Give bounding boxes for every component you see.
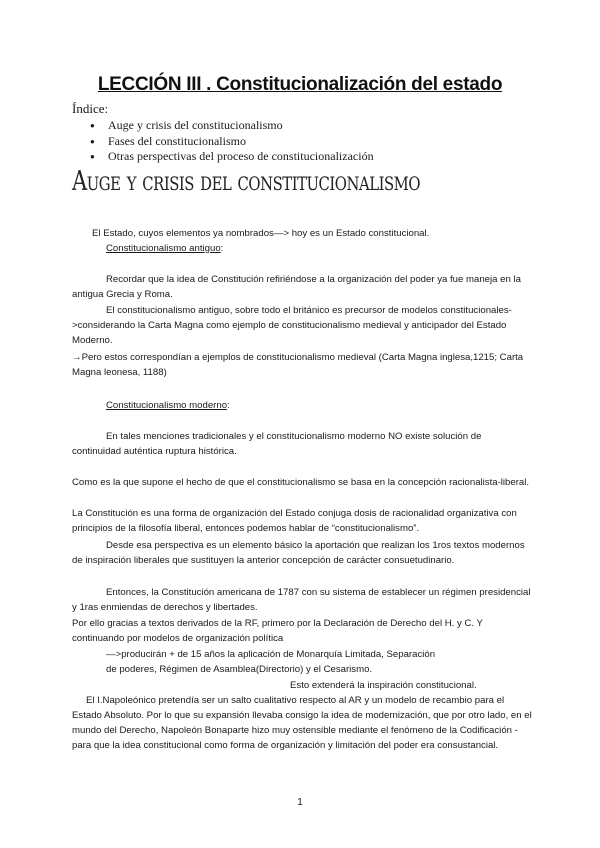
paragraph-intro	[92, 226, 552, 241]
paragraph: Como es la que supone el hecho de que el constitucionalismo se basa en la concepción racionalista-liberal.	[72, 477, 530, 488]
index-list	[72, 118, 374, 165]
paragraph-block	[72, 506, 532, 536]
lesson-title: LECCIÓN III . Constitucionalización del estado	[97, 74, 503, 95]
section-heading: Auge y crisis del constitucionalismo	[72, 166, 421, 197]
paragraph: La Constitución es una forma de organización del Estado conjuga dosis de racionalidad organizativa con principios de la filosofía liberal, entonces podemos hablar de “constitucionalismo”.	[72, 508, 517, 534]
paragraph-block	[72, 475, 532, 490]
paragraph-block	[72, 616, 532, 646]
paragraph-block	[106, 647, 436, 677]
paragraph: El I.Napoleónico pretendía ser un salto cualitativo respecto al AR y un modelo de recambio para el Estado Absoluto. Por lo que su expansión llevaba consigo la idea de modernización, que por otro lado, en el mundo del Derecho, Napoleón Bonaparte hizo muy ostensible mediante el fenómeno de la Codificación - para que la idea constitucional como forma de organización y limitación del poder era consustancial.	[72, 695, 532, 751]
subheading-colon: :	[227, 400, 230, 411]
paragraph-block	[72, 350, 532, 380]
paragraph: El constitucionalismo antiguo, sobre todo el británico es precursor de modelos constitucionales->considerando la Carta Magna como ejemplo de constitucionalismo medieval y anticipador del Estado Moderno.	[72, 305, 512, 346]
paragraph-block	[72, 585, 532, 615]
paragraph-block	[72, 538, 532, 568]
paragraph-block	[72, 303, 532, 348]
paragraph: En tales menciones tradicionales y el constitucionalismo moderno NO existe solución de continuidad auténtica ruptura histórica.	[72, 431, 482, 457]
paragraph: Por ello gracias a textos derivados de la RF, primero por la Declaración de Derecho del H. y C. Y continuando por modelos de organización política	[72, 618, 483, 644]
subheading-moderno: Constitucionalismo moderno	[106, 400, 228, 411]
heading-moderno	[106, 398, 566, 413]
page-number: 1	[297, 797, 303, 808]
index-item: ● Auge y crisis del constitucionalismo	[72, 118, 374, 134]
index-label: Índice:	[72, 101, 109, 116]
paragraph-block	[72, 429, 532, 459]
paragraph-block	[72, 693, 532, 753]
paragraph: →Pero estos correspondían a ejemplos de constitucionalismo medieval (Carta Magna inglesa,1215; Carta Magna leonesa, 1188)	[72, 352, 524, 378]
paragraph: El Estado, cuyos elementos ya nombrados—> hoy es un Estado constitucional.	[92, 228, 430, 239]
paragraph: Recordar que la idea de Constitución refiriéndose a la organización del poder ya fue maneja en la antigua Grecia y Roma.	[72, 274, 521, 300]
index-item: ● Fases del constitucionalismo	[72, 134, 374, 150]
paragraph: Desde esa perspectiva es un elemento básico la aportación que realizan los 1ros textos modernos de inspiración liberales que sustituyen la anterior concepción de carácter consuetudinario.	[72, 540, 525, 566]
subheading-colon: :	[220, 243, 224, 254]
paragraph: Entonces, la Constitución americana de 1787 con su sistema de establecer un régimen presidencial y 1ras enmiendas de derechos y libertades.	[72, 587, 531, 613]
paragraph-block	[290, 678, 540, 693]
paragraph: Esto extenderá la inspiración constitucional.	[290, 680, 477, 691]
paragraph-block	[72, 272, 532, 302]
paragraph: —>producirán + de 15 años la aplicación de Monarquía Limitada, Separación de poderes, Régimen de Asamblea(Directorio) y el Cesarismo.	[106, 649, 436, 675]
index-item: ● Otras perspectivas del proceso de constitucionalización	[72, 149, 374, 165]
subheading-antiguo: Constitucionalismo antiguo	[106, 243, 221, 254]
heading-antiguo	[106, 241, 566, 256]
